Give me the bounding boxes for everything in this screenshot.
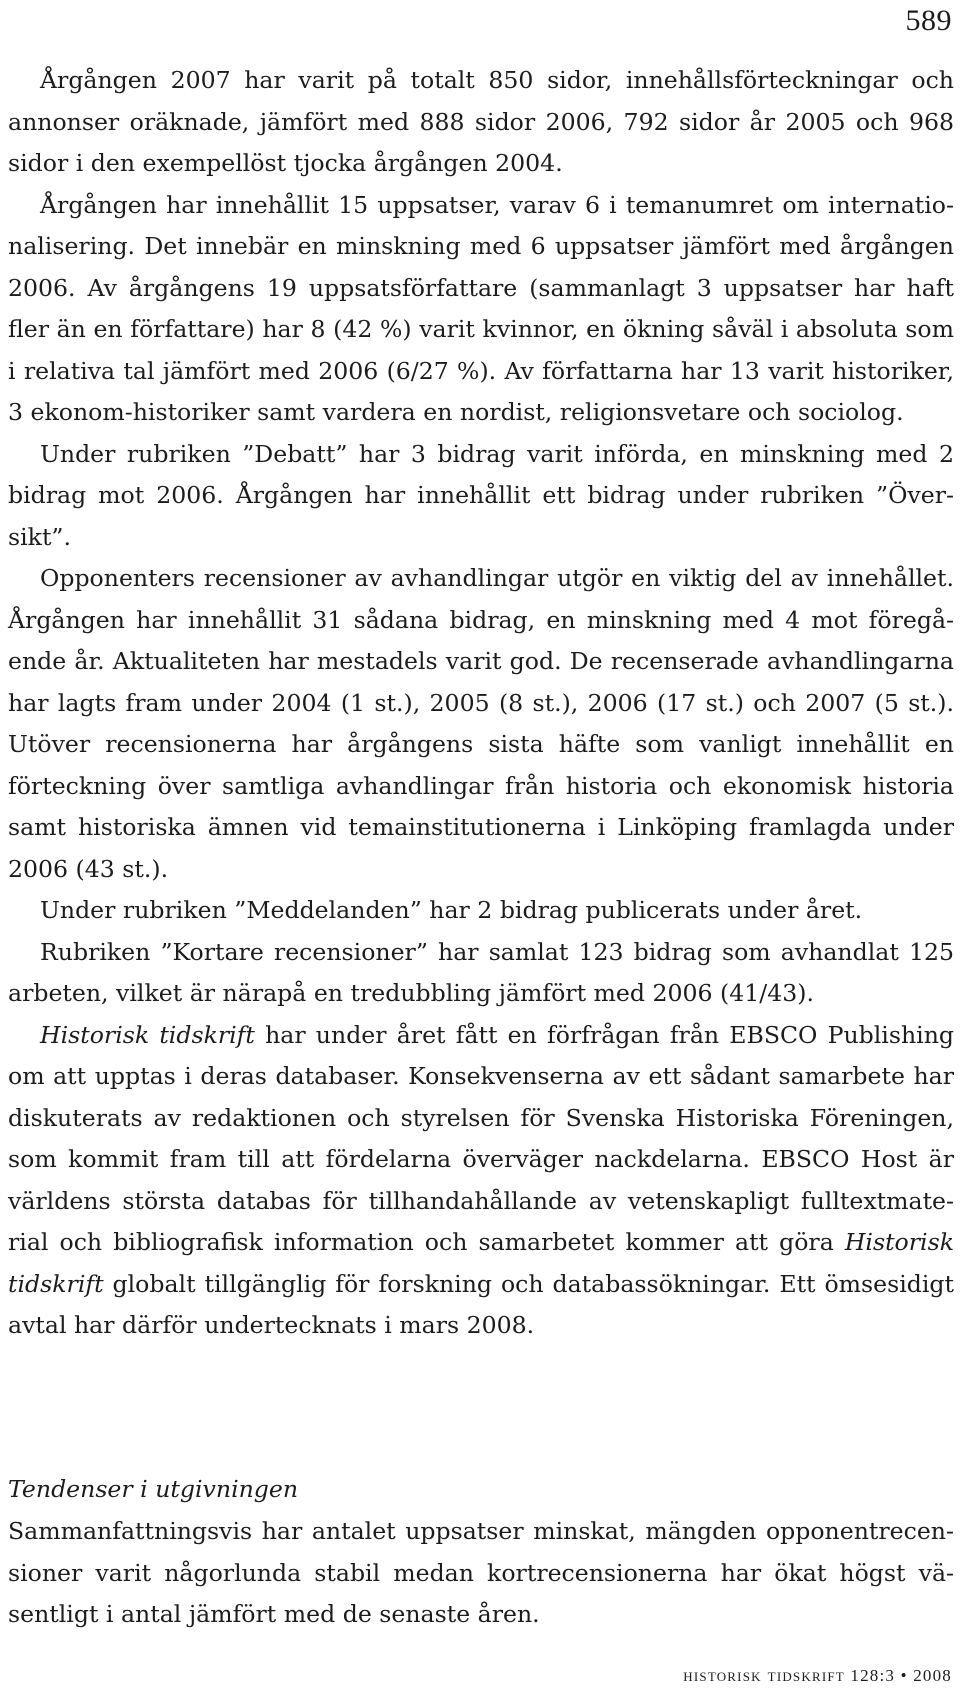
- paragraph-ebsco-text-b: globalt tillgänglig för forskning och databassökningar. Ett ömsesidigt avtal har därför undertecknats i mars 2008.: [8, 1269, 954, 1339]
- paragraph-ebsco: [8, 1015, 954, 1347]
- footer-issue: 128:3: [850, 1666, 896, 1685]
- running-footer: [683, 1665, 952, 1687]
- paragraph-ebsco-text-a: har under året fått en förfrågan från EBSCO Publishing om att upptas i deras databaser. Konsekvenserna av ett sådant samarbete har diskuterats av redaktionen och styrelsen för Svenska Historiska Föreningen, som kommit fram till att fördelarna överväger nackdelarna. EBSCO Host är världens största databas för tillhandahållande av vetenskapligt fulltextmaterial och bibliografisk information och samarbetet kommer att göra: [8, 1020, 954, 1256]
- journal-title-italic-2: Historisk tidskrift: [8, 1228, 954, 1298]
- journal-title-italic: Historisk tidskrift: [40, 1020, 255, 1049]
- body-text: [8, 60, 954, 1347]
- footer-separator: •: [900, 1666, 908, 1685]
- paragraph-debate: Under rubriken ”Debatt” har 3 bidrag varit införda, en minskning med 2 bidrag mot 2006. Årgången har innehållit ett bidrag under rubriken ”Översikt”.: [8, 439, 954, 551]
- paragraph-reviews: Opponenters recensioner av avhandlingar utgör en viktig del av innehållet. Årgången har innehållit 31 sådana bidrag, en minskning med 4 mot föregående år. Aktualiteten har mestadels varit god. De recenserade avhandlingarna har lagts fram under 2004 (1 st.), 2005 (8 st.), 2006 (17 st.) och 2007 (5 st.). Utöver recensionerna har årgångens sista häfte som vanligt innehållit en förteckning över samtliga avhandlingar från historia och ekonomisk historia samt historiska ämnen vid temainstitutionerna i Linköping framlagda under 2006 (43 st.).: [8, 564, 954, 883]
- paragraph-announcements: Under rubriken ”Meddelanden” har 2 bidrag publicerats under året.: [40, 896, 863, 924]
- footer-journal-name: historisk tidskrift: [683, 1665, 845, 1686]
- paragraph-short-reviews: Rubriken ”Kortare recensioner” har samlat 123 bidrag som avhandlat 125 arbeten, vilket är närapå en tredubbling jämfört med 2006 (41/43).: [8, 937, 954, 1007]
- section-heading: Tendenser i utgivningen: [8, 1475, 299, 1503]
- page-number: 589: [905, 4, 952, 37]
- footer-year: 2008: [913, 1666, 952, 1685]
- paragraph-page-count: Årgången 2007 har varit på totalt 850 sidor, innehållsförteckningar och annonser oräknade, jämfört med 888 sidor 2006, 792 sidor år 2005 och 968 sidor i den exempellöst tjocka årgången 2004.: [8, 66, 954, 177]
- paragraph-essays: Årgången har innehållit 15 uppsatser, varav 6 i temanumret om internationalisering. Det innebär en minskning med 6 uppsatser jämfört med årgången 2006. Av årgångens 19 uppsatsförfattare (sammanlagt 3 uppsatser har haft fler än en författare) har 8 (42 %) varit kvinnor, en ökning såväl i absoluta som i relativa tal jämfört med 2006 (6/27 %). Av författarna har 13 varit historiker, 3 ekonom-historiker samt vardera en nordist, religionsvetare och sociolog.: [8, 190, 954, 426]
- paragraph-summary: Sammanfattningsvis har antalet uppsatser minskat, mängden opponentrecensioner varit någorlunda stabil medan kortrecensionerna har ökat högst väsentligt i antal jämfört med de senaste åren.: [8, 1517, 954, 1628]
- section-body: [8, 1511, 954, 1636]
